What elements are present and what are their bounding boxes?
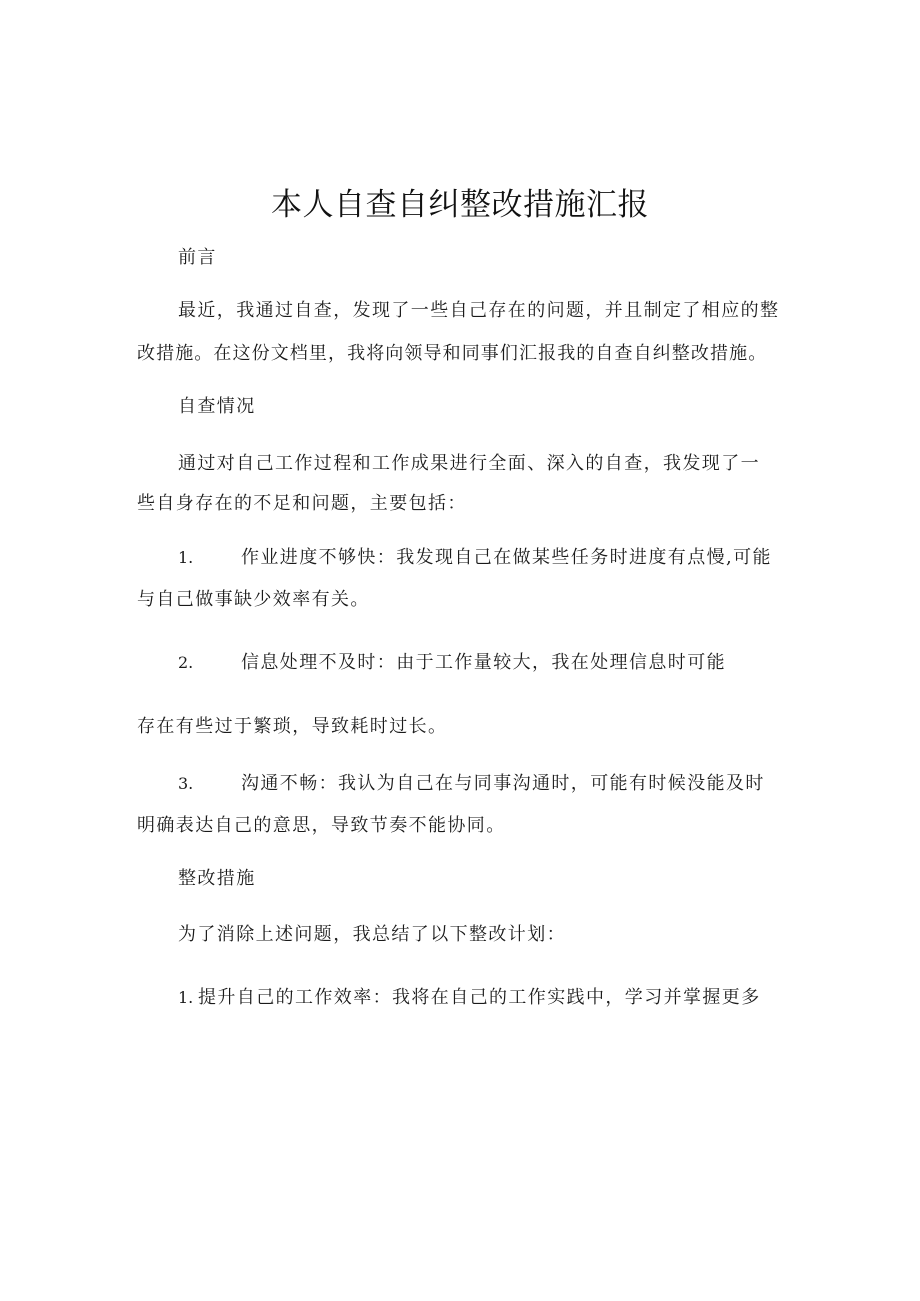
check-paragraph-line: 通过对自己工作过程和工作成果进行全面、深入的自查，我发现了一 — [178, 453, 760, 474]
document-title: 本人自查自纠整改措施汇报 — [271, 187, 649, 223]
rectification-intro: 为了消除上述问题，我总结了以下整改计划： — [178, 924, 566, 945]
list-item-text: 存在有些过于繁琐，导致耗时过长。 — [137, 716, 448, 737]
list-item-number: 1. — [178, 548, 194, 567]
heading-rectification: 整改措施 — [178, 868, 256, 889]
heading-self-check: 自查情况 — [178, 396, 256, 417]
list-item-text: 提升自己的工作效率：我将在自己的工作实践中，学习并掌握更多 — [198, 987, 761, 1008]
list-item-text: 作业进度不够快：我发现自己在做某些任务时进度有点慢,可能 — [241, 547, 772, 568]
list-item-text: 明确表达自己的意思，导致节奏不能协同。 — [137, 815, 506, 836]
list-item-text: 与自己做事缺少效率有关。 — [137, 589, 370, 610]
list-item-number: 2. — [178, 653, 194, 672]
preface-paragraph-line: 最近，我通过自查，发现了一些自己存在的问题，并且制定了相应的整 — [178, 300, 780, 321]
list-item-number: 3. — [178, 774, 194, 793]
list-item-text: 沟通不畅：我认为自己在与同事沟通时，可能有时候没能及时 — [241, 773, 765, 794]
list-item-number: 1. — [178, 988, 194, 1007]
preface-paragraph-line: 改措施。在这份文档里，我将向领导和同事们汇报我的自查自纠整改措施。 — [137, 343, 768, 364]
list-item-text: 信息处理不及时：由于工作量较大，我在处理信息时可能 — [241, 652, 726, 673]
heading-preface: 前言 — [178, 247, 217, 268]
check-paragraph-line: 些自身存在的不足和问题，主要包括： — [137, 493, 467, 514]
